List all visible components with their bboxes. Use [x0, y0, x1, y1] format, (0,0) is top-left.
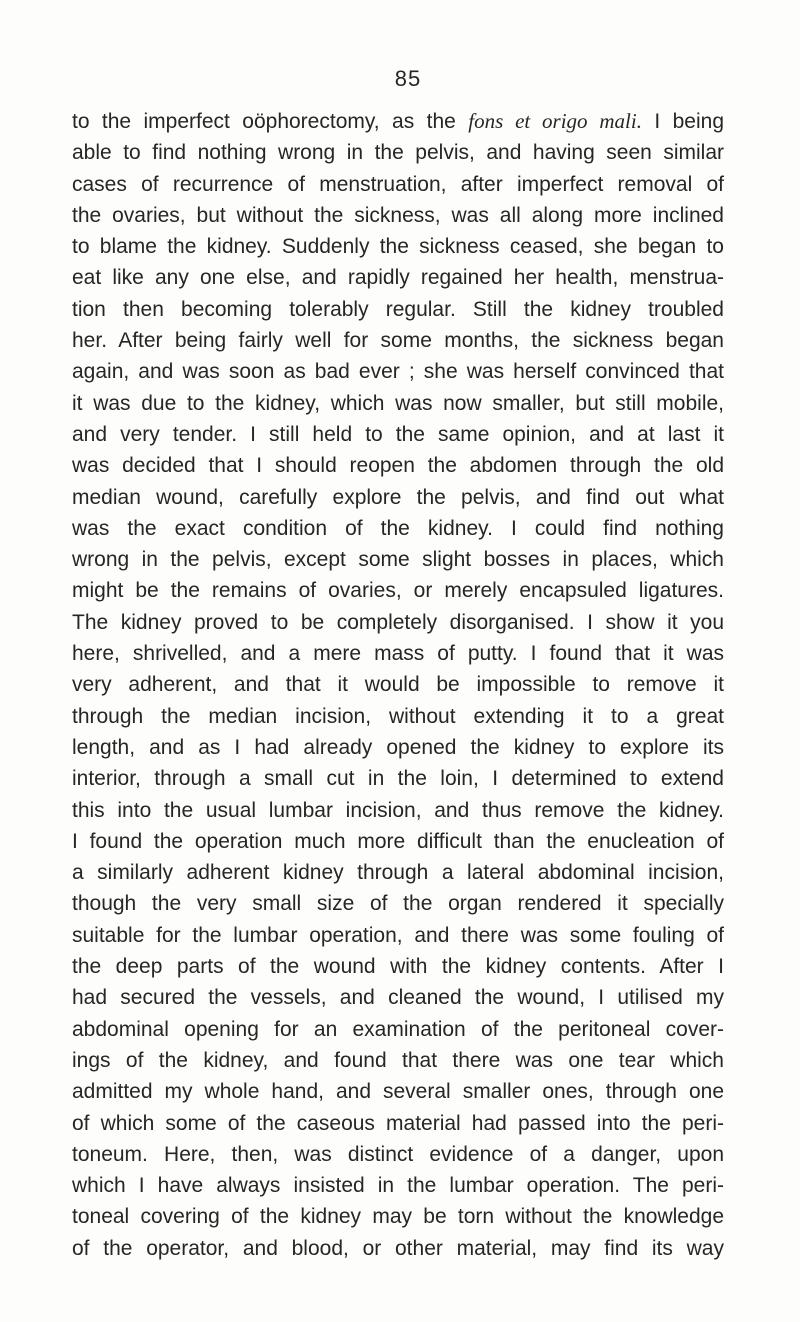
text-line: of the operator, and blood, or other material, may find its way: [72, 1236, 724, 1260]
text-line: it was due to the kidney, which was now smaller, but still mobile,: [72, 391, 724, 415]
text-line: through the median incision, without extending it to a great: [72, 704, 724, 728]
text-line: the deep parts of the wound with the kidney contents. After I: [72, 955, 724, 979]
text-line: might be the remains of ovaries, or merely encapsuled ligatures.: [72, 579, 724, 603]
text-line: this into the usual lumbar incision, and thus remove the kidney.: [72, 798, 724, 822]
text-line: the ovaries, but without the sickness, was all along more inclined: [72, 203, 724, 227]
text-line: toneal covering of the kidney may be torn without the knowledge: [72, 1205, 724, 1229]
text-line: suitable for the lumbar operation, and there was some fouling of: [72, 923, 724, 947]
text-line: to blame the kidney. Suddenly the sickness ceased, she began to: [72, 235, 724, 259]
text-line: which I have always insisted in the lumbar operation. The peri-: [72, 1174, 724, 1198]
text-line: was the exact condition of the kidney. I could find nothing: [72, 516, 724, 540]
text-line: eat like any one else, and rapidly regained her health, menstrua-: [72, 266, 724, 290]
text-segment: I being: [641, 110, 724, 133]
text-line: [72, 106, 724, 137]
body-text: [72, 106, 724, 1264]
text-line: interior, through a small cut in the loin, I determined to extend: [72, 767, 724, 791]
text-line: here, shrivelled, and a mere mass of putty. I found that it was: [72, 642, 724, 666]
text-line: wrong in the pelvis, except some slight bosses in places, which: [72, 548, 724, 572]
text-line: a similarly adherent kidney through a lateral abdominal incision,: [72, 861, 724, 885]
text-line: ings of the kidney, and found that there was one tear which: [72, 1048, 724, 1072]
text-line: and very tender. I still held to the same opinion, and at last it: [72, 422, 724, 446]
text-line: of which some of the caseous material had passed into the peri-: [72, 1111, 724, 1135]
text-line: again, and was soon as bad ever ; she was herself convinced that: [72, 360, 724, 384]
text-line: her. After being fairly well for some months, the sickness began: [72, 329, 724, 353]
text-line: admitted my whole hand, and several smaller ones, through one: [72, 1080, 724, 1104]
text-line: length, and as I had already opened the kidney to explore its: [72, 735, 724, 759]
text-line: was decided that I should reopen the abdomen through the old: [72, 454, 724, 478]
text-line: very adherent, and that it would be impossible to remove it: [72, 673, 724, 697]
text-line: tion then becoming tolerably regular. Still the kidney troubled: [72, 297, 724, 321]
text-line: I found the operation much more difficult than the enucleation of: [72, 829, 724, 853]
text-line: though the very small size of the organ rendered it specially: [72, 892, 724, 916]
text-line: median wound, carefully explore the pelvis, and find out what: [72, 485, 724, 509]
text-line: had secured the vessels, and cleaned the wound, I utilised my: [72, 986, 724, 1010]
text-line: able to find nothing wrong in the pelvis, and having seen similar: [72, 141, 724, 165]
text-line: toneum. Here, then, was distinct evidence of a danger, upon: [72, 1142, 724, 1166]
text-line: The kidney proved to be completely disorganised. I show it you: [72, 610, 724, 634]
text-segment: to the imperfect oöphorectomy, as the: [72, 110, 469, 133]
text-line: cases of recurrence of menstruation, after imperfect removal of: [72, 172, 724, 196]
text-line: abdominal opening for an examination of the peritoneal cover-: [72, 1017, 724, 1041]
italic-phrase: fons et origo mali.: [468, 109, 642, 133]
page-number: 85: [394, 66, 422, 91]
